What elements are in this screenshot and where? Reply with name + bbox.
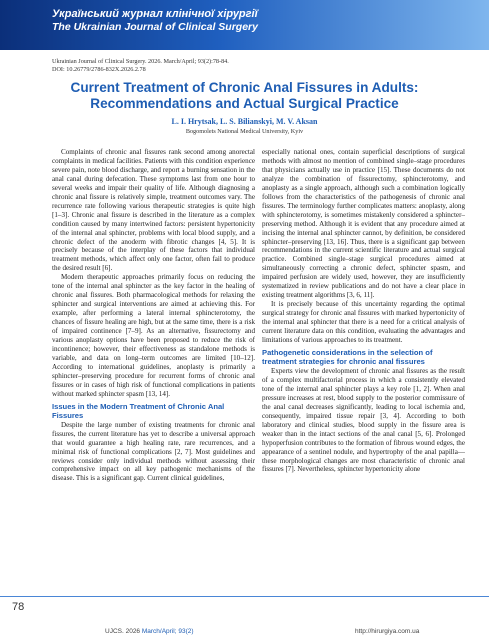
footer-url-link[interactable]: http://hirurgiya.com.ua [355, 628, 420, 635]
article-title-line-1: Current Treatment of Chronic Anal Fissures in Adults: [70, 80, 419, 95]
left-text-column [52, 148, 255, 588]
journal-banner [0, 0, 489, 50]
article-title-line-2: Recommendations and Actual Surgical Practice [90, 96, 399, 111]
doi-line: DOI: 10.26779/2786-832X.2026.2.78 [52, 66, 146, 73]
journal-title-ua: Український журнал клінічної хірургії [52, 8, 258, 20]
article-affiliation: Bogomolets National Medical University, Kyiv [185, 128, 304, 135]
footer-journal-ref [105, 628, 194, 635]
footer-issue: March/April; 93(2) [141, 628, 194, 635]
section-heading: Issues in the Modern Treatment of Chronic Anal Fissures [52, 401, 225, 420]
body-paragraph: Complaints of chronic anal fissures rank second among anorectal complaints in medical facilities. Patients with this condition experience severe pain, note blood discharge, and report a burning sensation in the anal canal during defecation. These symptoms last from one hour to several weeks and impair their quality of life. Although diagnosing a chronic anal fissure is relatively simple, treatment outcomes vary. The recurrence rate following various therapeutic strategies is quite high [1–3]. Chronic anal fissure is described in the literature as a complex condition caused by many intertwined factors: persistent hypertonicity of the internal anal sphincter, problems with local blood supply, and a chronic defect of the anoderm with fibrotic changes [4, 5]. It is precisely because of the interplay of these factors that individual treatment methods, which affect only one factor, often fail to produce the desired result [6]. [52, 148, 255, 273]
body-paragraph: It is precisely because of this uncertainty regarding the optimal surgical strategy for chronic anal fissures with marked hypertonicity of the internal anal sphincter that there is a need for a critical analysis of current literature data on this condition, evaluating the advantages and limitations of various approaches to its treatment. [262, 300, 465, 345]
article-authors: L. I. Hrytsak, L. S. Bilianskyi, M. V. Aksan [171, 117, 318, 126]
body-paragraph: Experts view the development of chronic anal fissures as the result of a complex multifactorial process in which a consistently elevated tone of the internal anal sphincter plays a key role [1, 2]. When anal pressure increases at rest, blood supply to the posterior commissure of the anal canal decreases significantly, leading to local ischemia and, consequently, impaired tissue repair [3, 4]. According to both laboratory and clinical studies, blood supply in the fissure area is weaker than in the intact sections of the anal canal [5, 6]. Prolonged hypoperfusion contributes to the formation of fibrous wound edges, the appearance of a sentinel nodule, and hypertrophy of the anal papilla—these morphological changes are most characteristic of chronic anal fissures [7]. Nevertheless, sphincter hypertonicity alone [262, 366, 465, 474]
body-paragraph: Despite the large number of existing treatments for chronic anal fissures, the current literature has yet to describe a universal approach that would guarantee a high healing rate, rare recurrences, and a minimal risk of functional complications [2, 7]. Most guidelines and reviews consider only individual methods without assessing their comprehensive impact on all key pathogenic mechanisms of the disease. This is a significant gap. Current clinical guidelines, [52, 420, 255, 483]
page-number: 78 [12, 601, 25, 613]
footer-journal-abbr: UJCS. 2026 [105, 628, 141, 635]
journal-title-en: The Ukrainian Journal of Clinical Surgery [52, 21, 258, 33]
section-heading: Pathogenetic considerations in the selection of treatment strategies for chronic anal fissures [262, 347, 433, 366]
body-paragraph: especially national ones, contain superficial descriptions of surgical methods with almost no mention of combined single–stage procedures that physicians actually use in practice [15]. These documents do not analyze the combination of fissurectomy, sphincterotomy, and anoplasty as a single approach, although such a combination logically follows from the characteristics of the pathogenesis of chronic anal fissures. The terminology further complicates matters: anoplasty, along with sphincterotomy, is sometimes mistakenly considered a sphincter–preserving method. Although it is evident that any procedure aimed at incising the internal anal sphincter cannot, by definition, be considered sphincter–preserving [13, 16]. Thus, there is a significant gap between recommendations in the current scientific literature and actual surgical practice. Combined single–stage surgical procedures aimed at simultaneously correcting a chronic defect, sphincter spasm, and impaired perfusion are widely used, however, they are insufficiently systematized in review publications and do not have a clear place in existing treatment algorithms [3, 6, 11]. [262, 148, 465, 300]
right-text-column [262, 148, 465, 588]
footer-divider [0, 596, 489, 597]
citation-line: Ukrainian Journal of Clinical Surgery. 2026. March/April; 93(2):78-84. [52, 58, 229, 65]
body-paragraph: Modern therapeutic approaches primarily focus on reducing the tone of the internal anal sphincter as the key factor in the healing of chronic anal fissures. Both pharmacological methods for relaxing the sphincter and surgical interventions are aimed at achieving this. For example, after performing a lateral internal sphincterotomy, the chances of fissure healing are high, but at the same time, there is a risk of impaired continence [7–9]. As an alternative, fissurectomy and various anoplasty options have been proposed to reduce the risk of incontinence; however, their effectiveness as standalone methods is variable, and data on long–term outcomes are limited [10–12]. According to international guidelines, anoplasty is primarily a sphincter–preserving procedure for recurrent forms of chronic anal fissures or in cases of high risk of functional complications in patients without marked sphincter spasm [13, 14]. [52, 273, 255, 398]
